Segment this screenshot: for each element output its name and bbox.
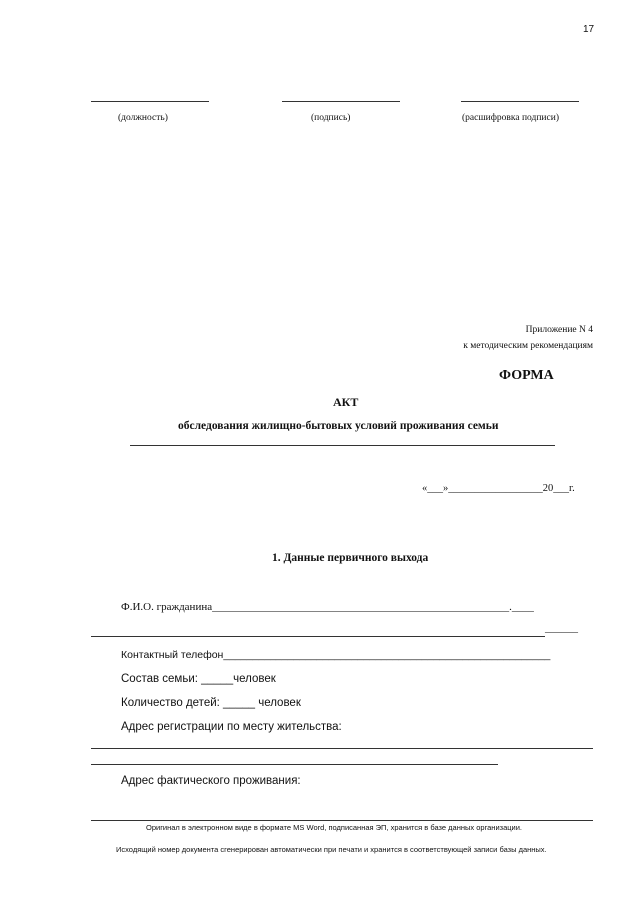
actual-address-label: Адрес фактического проживания: bbox=[121, 775, 301, 787]
decoding-caption: (расшифровка подписи) bbox=[462, 113, 559, 123]
footer-line-1: Оригинал в электронном виде в формате MS Word, подписанная ЭП, хранится в базе данных организации. bbox=[146, 823, 523, 832]
form-label: ФОРМА bbox=[499, 368, 554, 383]
footer-line-2: Исходящий номер документа сгенерирован автоматически при печати и хранится в соответствующей записи базы данных. bbox=[116, 845, 547, 854]
appendix-number: Приложение N 4 bbox=[525, 325, 593, 335]
section-title: 1. Данные первичного выхода bbox=[272, 552, 429, 564]
children-field: Количество детей: _____ человек bbox=[121, 697, 301, 709]
signature-line bbox=[282, 101, 400, 102]
date-line: «___»__________________20___г. bbox=[422, 483, 575, 494]
act-title: АКТ bbox=[333, 395, 359, 409]
page-number: 17 bbox=[583, 24, 595, 35]
position-caption: (должность) bbox=[118, 113, 168, 123]
act-subtitle: обследования жилищно-бытовых условий проживания семьи bbox=[178, 420, 499, 432]
subtitle-underline bbox=[130, 445, 555, 446]
decoding-signature-line bbox=[461, 101, 579, 102]
fio-continuation-line bbox=[91, 636, 545, 637]
registration-label: Адрес регистрации по месту жительства: bbox=[121, 721, 342, 733]
phone-field: Контактный телефон________________________________________________________ bbox=[121, 649, 551, 661]
appendix-reference: к методическим рекомендациям bbox=[463, 341, 593, 351]
registration-line-2 bbox=[91, 764, 498, 765]
position-signature-line bbox=[91, 101, 209, 102]
fio-field: Ф.И.О. гражданина______________________________________________________.____ bbox=[121, 601, 534, 613]
footer-rule bbox=[91, 820, 593, 821]
signature-caption: (подпись) bbox=[311, 113, 351, 123]
family-field: Состав семьи: _____человек bbox=[121, 673, 276, 685]
fio-continuation: ______ bbox=[545, 622, 578, 634]
registration-line-1 bbox=[91, 748, 593, 749]
